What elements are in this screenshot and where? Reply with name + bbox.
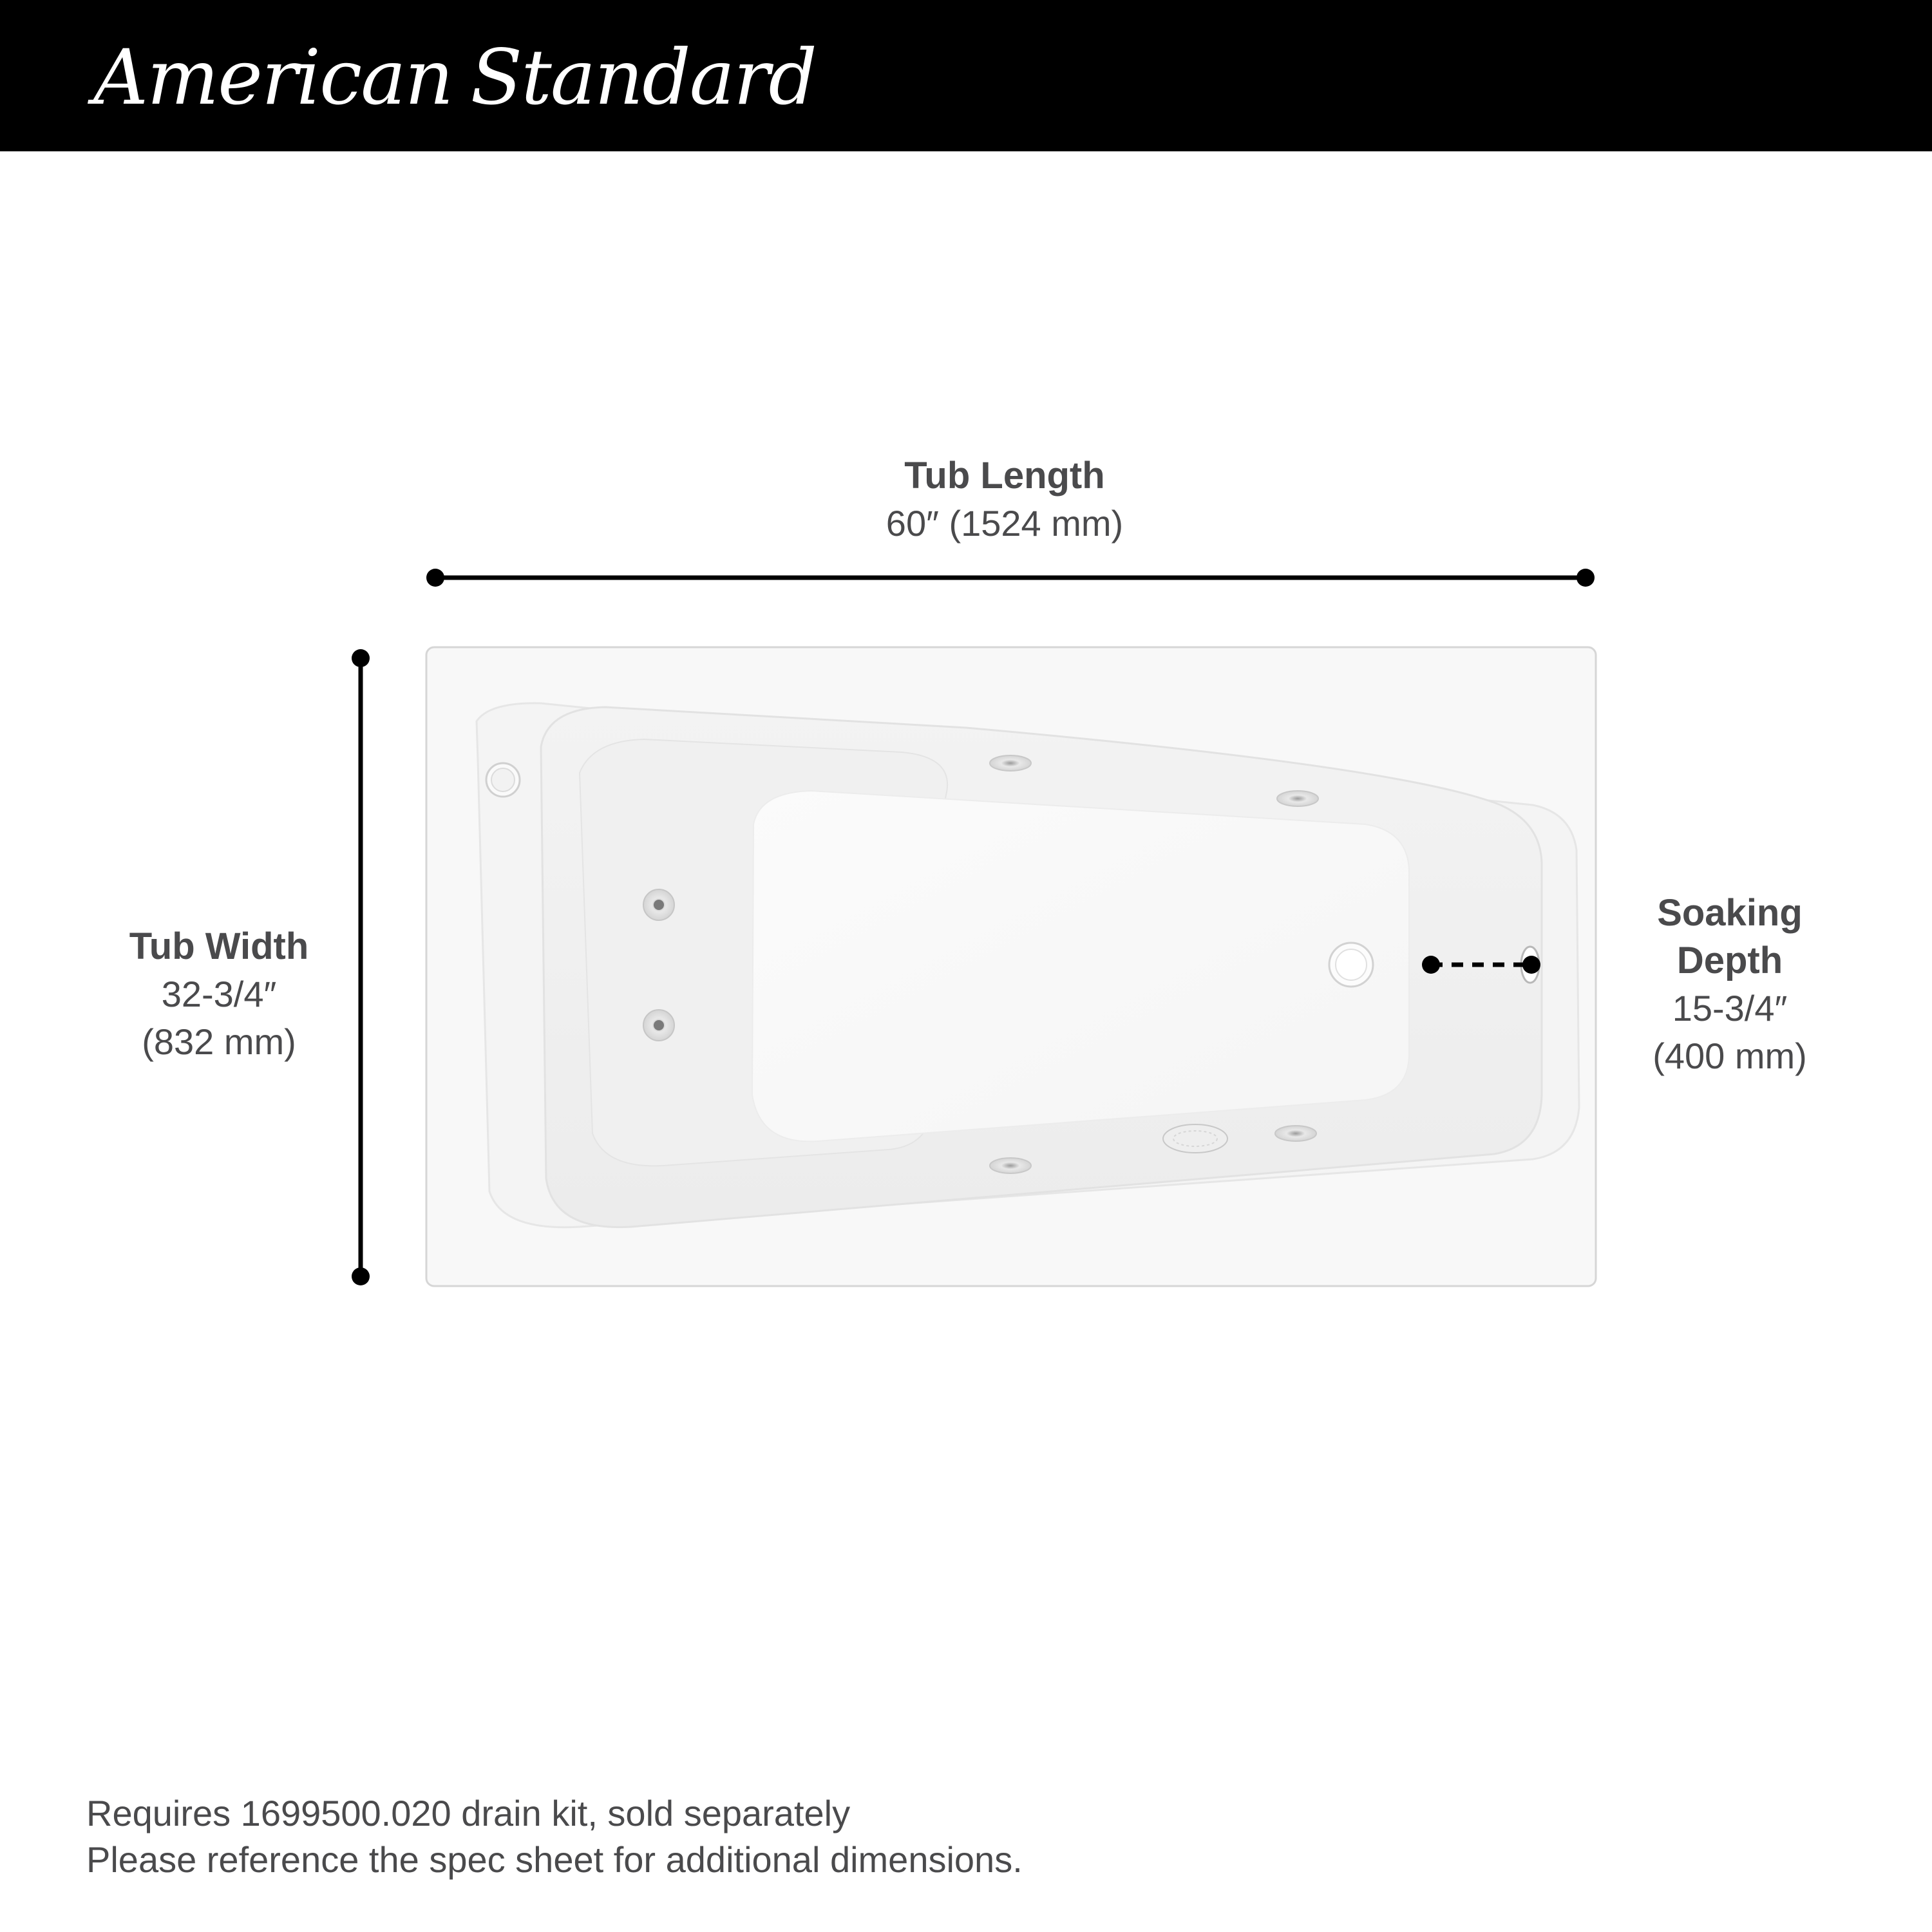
tub-width-title: Tub Width <box>129 925 309 967</box>
jet-icon <box>643 1010 674 1041</box>
drain-icon <box>1329 943 1373 987</box>
logo-word-1: American <box>93 33 453 122</box>
tub-length-title: Tub Length <box>904 455 1105 497</box>
jet-icon <box>1277 791 1318 806</box>
suction-fitting-icon <box>1163 1124 1227 1153</box>
jet-icon <box>990 1158 1031 1173</box>
soaking-depth-label <box>1601 889 1859 1080</box>
tub-floor <box>752 791 1409 1141</box>
length-endpoint-left <box>426 569 444 587</box>
soaking-depth-value-imperial: 15-3/4″ <box>1672 988 1788 1028</box>
tub-length-dimension-line <box>426 569 1595 587</box>
soaking-depth-value-metric: (400 mm) <box>1653 1036 1807 1076</box>
footnotes <box>86 1790 1023 1883</box>
footnote-drain-kit: Requires 1699500.020 drain kit, sold separately <box>86 1793 851 1833</box>
tub-length-value: 60″ (1524 mm) <box>886 503 1124 544</box>
jet-icon <box>990 755 1031 771</box>
depth-endpoint-right <box>1522 956 1540 974</box>
tub-width-label <box>90 923 348 1066</box>
soaking-depth-title-line1: Soaking <box>1657 892 1803 934</box>
tub-width-value-imperial: 32-3/4″ <box>161 974 277 1014</box>
length-endpoint-right <box>1577 569 1595 587</box>
tub-width-value-metric: (832 mm) <box>142 1021 296 1062</box>
soaking-depth-title-line2: Depth <box>1676 940 1783 981</box>
footnote-spec-sheet: Please reference the spec sheet for additional dimensions. <box>86 1839 1023 1880</box>
tub-length-label <box>747 452 1262 547</box>
overflow-icon <box>486 763 520 797</box>
tub-width-dimension-line <box>352 649 370 1285</box>
jet-icon <box>1275 1126 1316 1141</box>
width-endpoint-bottom <box>352 1267 370 1285</box>
width-endpoint-top <box>352 649 370 667</box>
logo-word-2: Standard <box>470 33 816 122</box>
jet-icon <box>643 889 674 920</box>
depth-endpoint-left <box>1422 956 1440 974</box>
